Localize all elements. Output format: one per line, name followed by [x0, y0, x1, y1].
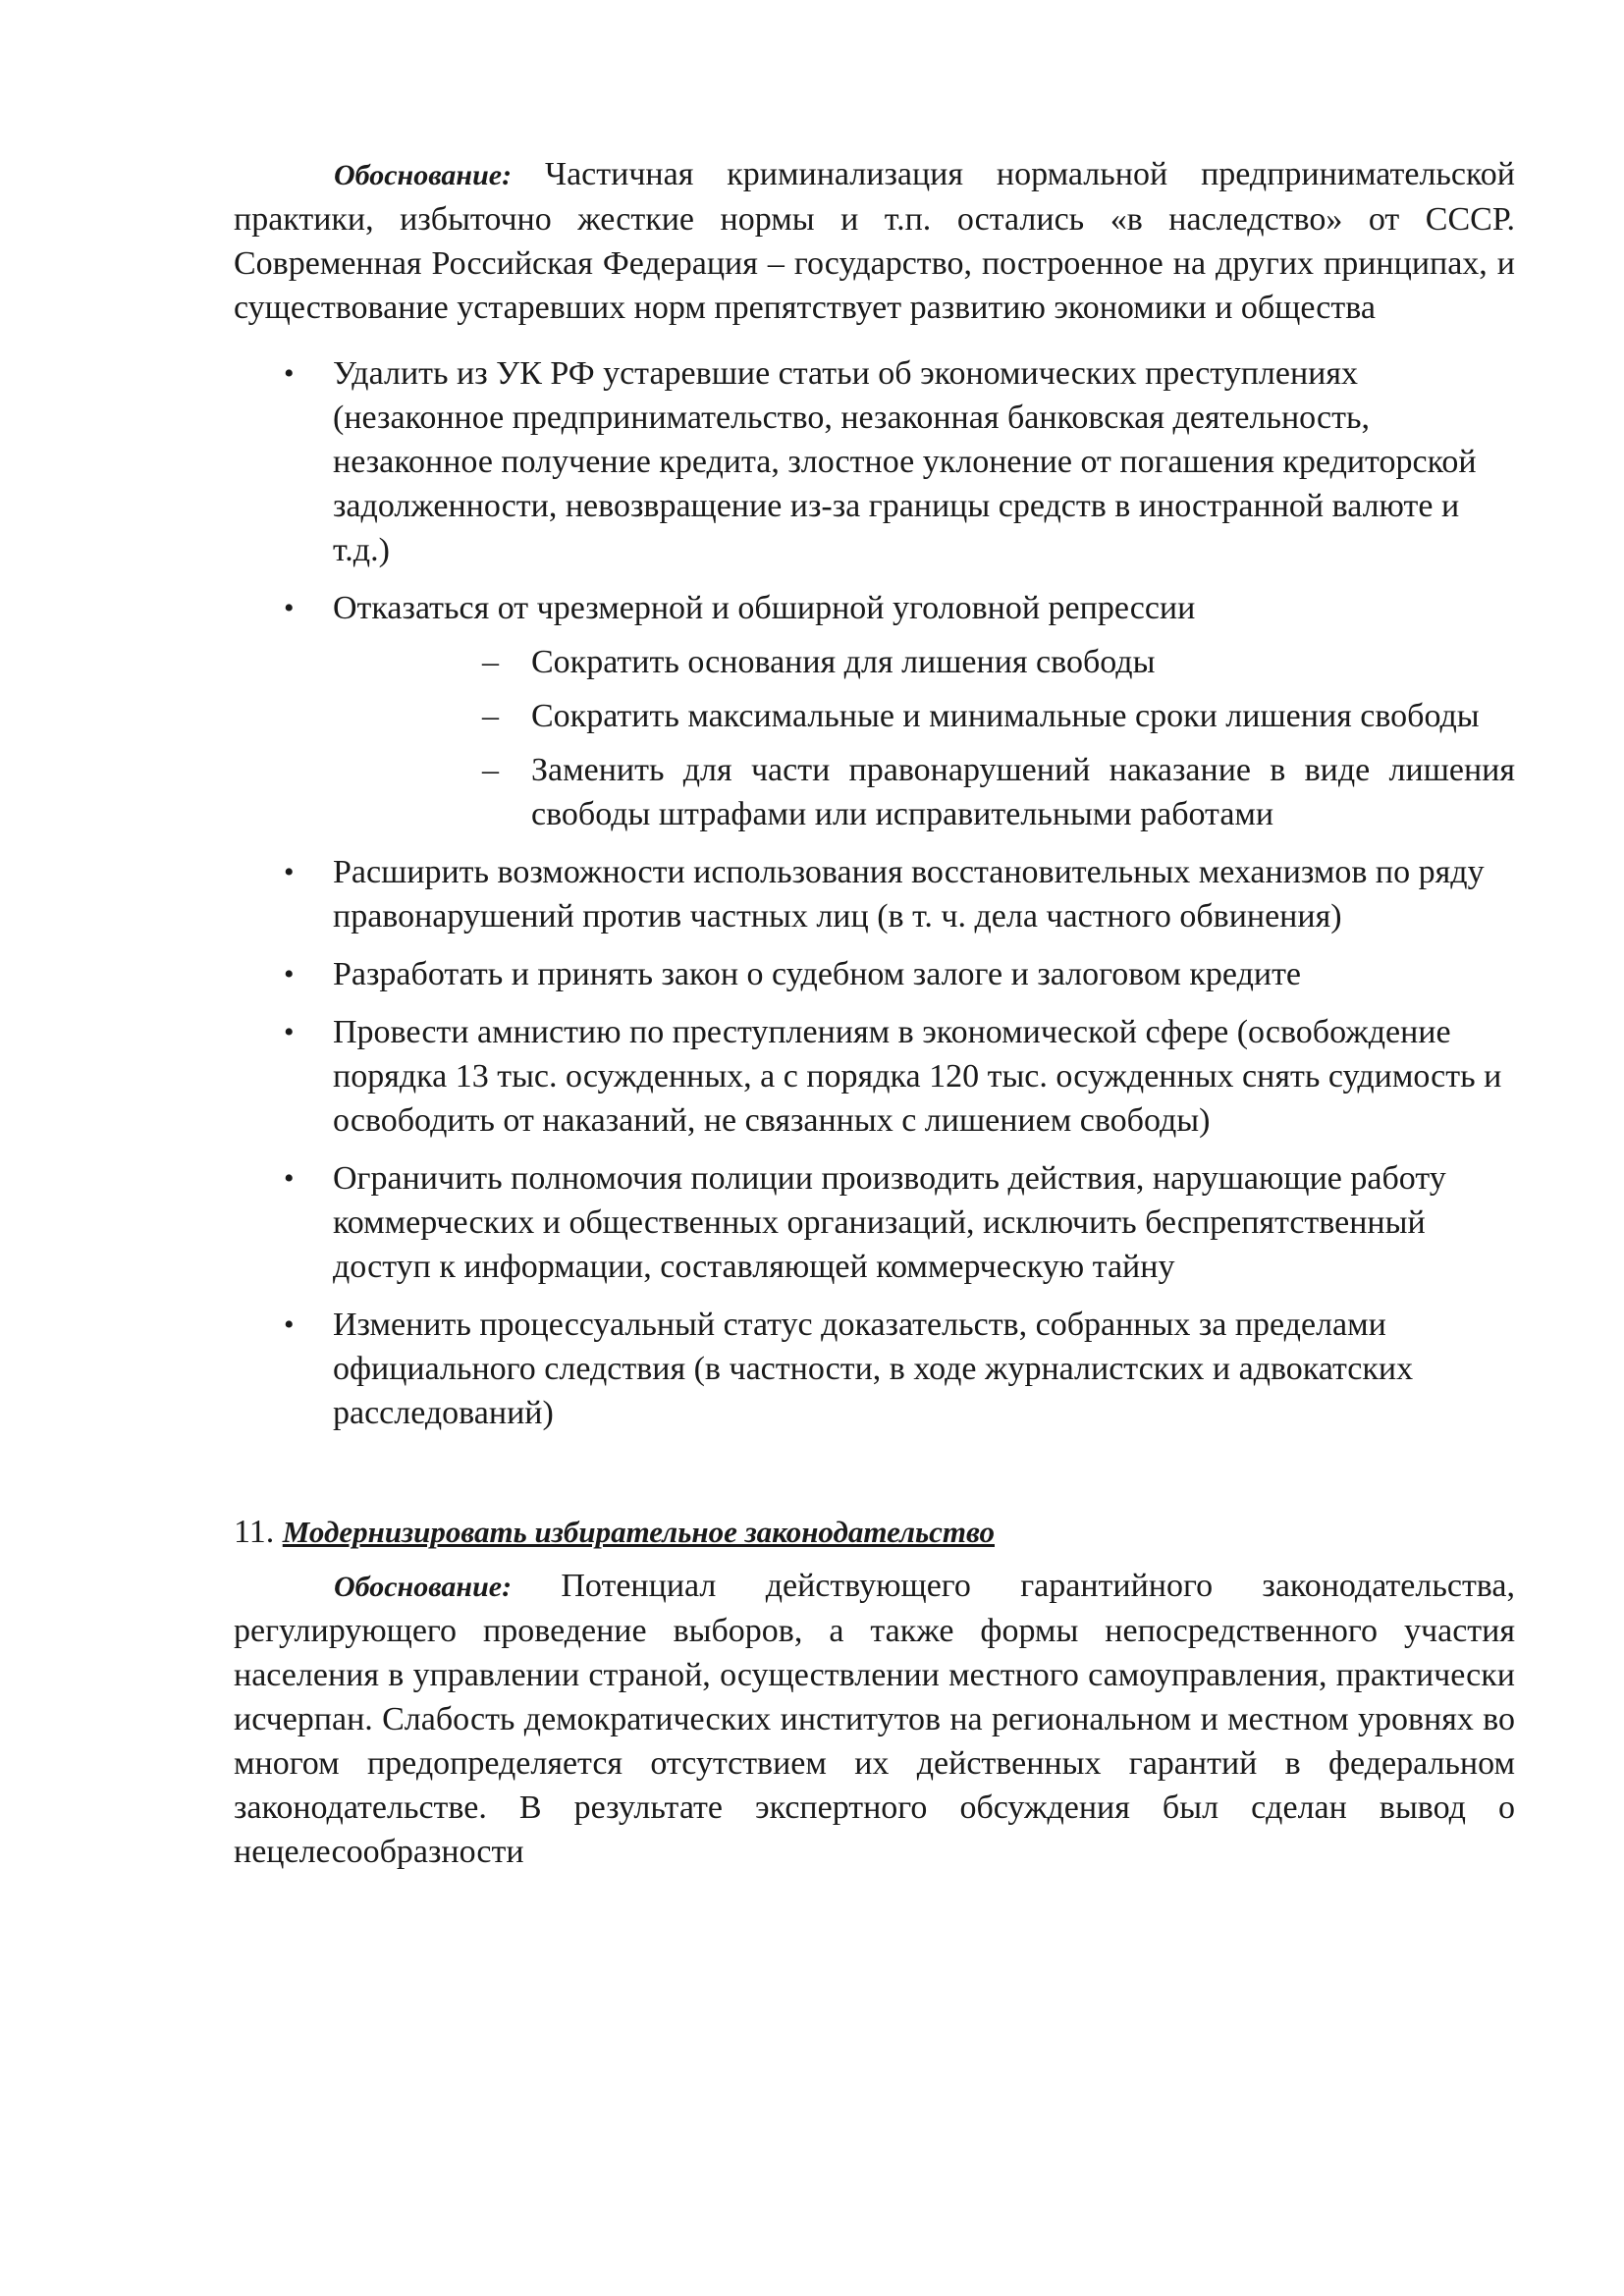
- list-item: [234, 1010, 1515, 1143]
- justification-label: Обоснование:: [334, 159, 513, 191]
- list-item: [234, 586, 1515, 836]
- section-justification-text: Потенциал действующего гарантийного законодательства, регулирующего проведение выборов, а также формы непосредственного участия населения в управлении страной, осуществлении местного самоуправления, практически исчерпан. Слабость демократических институтов на региональном и местном уровнях во многом предопределяется отсутствием их действенных гарантий в федеральном законодательстве. В результате экспертного обсуждения был сделан вывод о нецелесообразности: [234, 1568, 1515, 1870]
- list-item: [234, 850, 1515, 938]
- list-item: [234, 351, 1515, 572]
- bullet-icon: •: [284, 958, 295, 990]
- dash-icon: –: [482, 752, 499, 788]
- list-item-text: Изменить процессуальный статус доказательств, собранных за пределами официального следствия (в частности, в ходе журналистских и адвокатских расследований): [333, 1307, 1414, 1431]
- list-item: [234, 952, 1515, 996]
- list-item: [234, 1156, 1515, 1289]
- document-page: [234, 152, 1515, 1874]
- list-item-text: Отказаться от чрезмерной и обширной уголовной репрессии: [333, 590, 1196, 626]
- list-item-text: Провести амнистию по преступлениям в экономической сфере (освобождение порядка 13 тыс. осужденных, а с порядка 120 тыс. осужденных снять судимость и освободить от наказаний, не связанных с лишением свободы): [333, 1014, 1502, 1139]
- dash-icon: –: [482, 698, 499, 734]
- sub-list-item-text: Сократить основания для лишения свободы: [531, 644, 1156, 680]
- bullet-icon: •: [284, 856, 295, 888]
- bullet-icon: •: [284, 1308, 295, 1341]
- bullet-icon: •: [284, 1016, 295, 1048]
- justification-paragraph: [234, 152, 1515, 330]
- section-justification-paragraph: [234, 1564, 1515, 1874]
- justification-text: Частичная криминализация нормальной предпринимательской практики, избыточно жесткие нормы и т.п. остались «в наследство» от СССР. Современная Российская Федерация – государство, построенное на других принципах, и существование устаревших норм препятствует развитию экономики и общества: [234, 156, 1515, 326]
- section-justification-label: Обоснование:: [334, 1571, 513, 1603]
- bullet-icon: •: [284, 357, 295, 390]
- list-item-text: Ограничить полномочия полиции производить действия, нарушающие работу коммерческих и общественных организаций, исключить беспрепятственный доступ к информации, составляющей коммерческую тайну: [333, 1160, 1446, 1285]
- sub-list-item: [234, 694, 1515, 738]
- bullet-icon: •: [284, 592, 295, 624]
- list-item-text: Разработать и принять закон о судебном залоге и залоговом кредите: [333, 956, 1302, 992]
- list-item-text: Удалить из УК РФ устаревшие статьи об экономических преступлениях (незаконное предпринимательство, незаконная банковская деятельность, незаконное получение кредита, злостное уклонение от погашения кредиторской задолженности, невозвращение из-за границы средств в иностранной валюте и т.д.): [333, 355, 1477, 568]
- list-item-text: Расширить возможности использования восстановительных механизмов по ряду правонарушений против частных лиц (в т. ч. дела частного обвинения): [333, 854, 1485, 934]
- sub-list-item-text: Сократить максимальные и минимальные сроки лишения свободы: [531, 698, 1480, 734]
- sub-list: [333, 640, 1515, 836]
- dash-icon: –: [482, 644, 499, 680]
- bullet-icon: •: [284, 1162, 295, 1195]
- measures-list: [234, 351, 1515, 1435]
- section-title: Модернизировать избирательное законодательство: [282, 1515, 995, 1549]
- section-number: 11.: [234, 1514, 275, 1550]
- list-item: [234, 1303, 1515, 1435]
- sub-list-item-text: Заменить для части правонарушений наказание в виде лишения свободы штрафами или исправительными работами: [531, 752, 1515, 832]
- sub-list-item: [234, 640, 1515, 684]
- sub-list-item: [234, 748, 1515, 836]
- section-heading: [234, 1510, 1515, 1554]
